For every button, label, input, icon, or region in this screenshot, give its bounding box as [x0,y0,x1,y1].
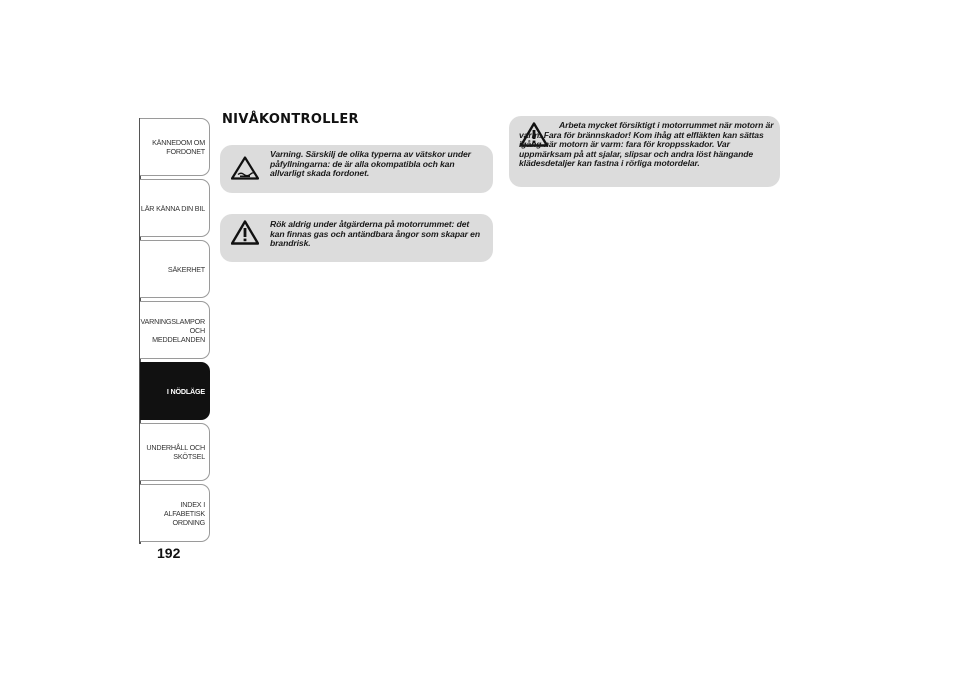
tab-lar-kanna-din-bil[interactable] [140,179,210,237]
tab-kannedom-om-fordonet[interactable] [140,118,210,176]
warning-note-fluids [220,145,493,193]
note-text: Arbeta mycket försiktigt i motorrummet när motorn är varm. Fara för brännskador! Kom ihåg att elfläkten kan sättas igång när motorn är varm: fara för kroppsskador. Var uppmärksam på att sjalar, slipsar och andra löst hängande klädesdetaljer kan fastna i rörliga motordelar. [519,120,774,169]
tab-label: LÄR KÄNNA DIN BIL [140,203,205,213]
fluid-warning-icon [231,156,259,183]
section-title: NIVÅKONTROLLER [222,112,359,127]
tab-index[interactable] [140,484,210,542]
tab-i-nodlage[interactable] [140,362,210,420]
page-number: 192 [157,545,181,561]
tab-underhall-och-skotsel[interactable] [140,423,210,481]
warning-note-hot-engine [509,116,780,187]
tab-sakerhet[interactable] [140,240,210,298]
tab-label: KÄNNEDOM OM FORDONET [152,138,205,156]
warning-triangle-icon [231,220,259,248]
tab-label: VARNINGSLAMPOR OCH MEDDELANDEN [140,316,205,344]
tab-label: INDEX I ALFABETISK ORDNING [163,499,205,527]
tab-label: UNDERHÅLL OCH SKÖTSEL [146,443,205,461]
note-text: Rök aldrig under åtgärderna på motorrummet: det kan finnas gas och antändbara ångor som skapar en brandrisk. [270,219,481,249]
warning-note-smoking [220,214,493,262]
note-text: Varning. Särskilj de olika typerna av vätskor under påfyllningarna: de är alla okompatibla och kan allvarligt skada fordonet. [270,149,471,179]
tab-label: SÄKERHET [167,264,205,274]
tab-varningslampor[interactable] [140,301,210,359]
tab-label: I NÖDLÄGE [166,386,205,396]
